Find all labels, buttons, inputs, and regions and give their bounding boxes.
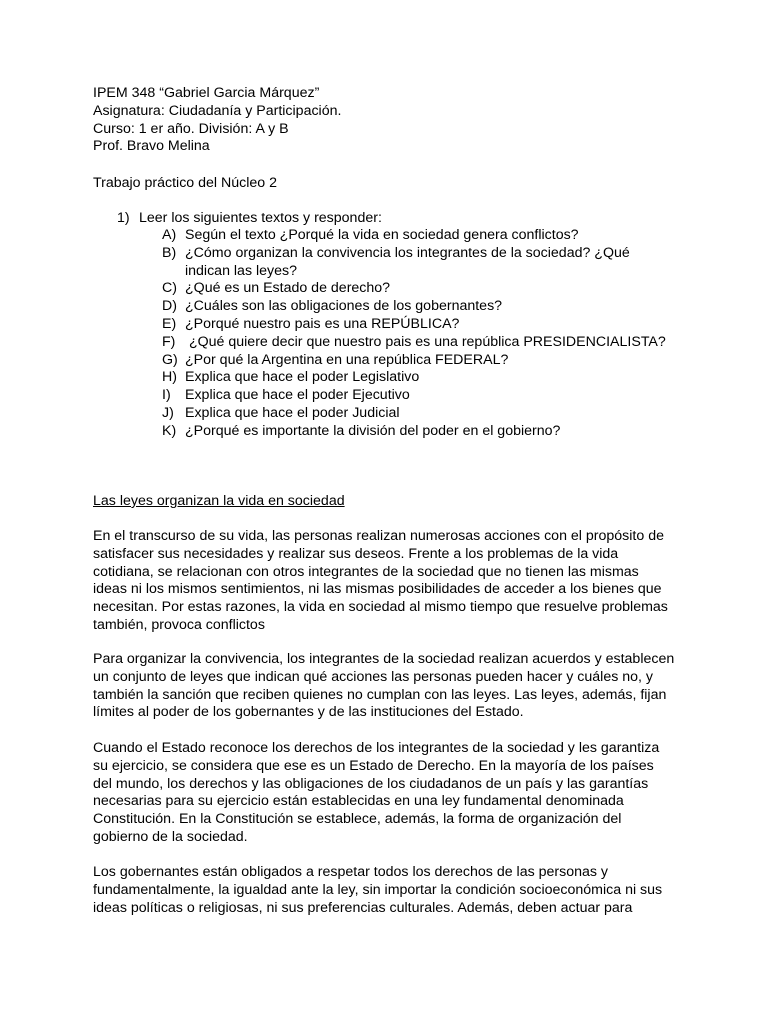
question-text: ¿Cuáles son las obligaciones de los gobernantes? xyxy=(185,298,503,315)
course-line: Curso: 1 er año. División: A y B xyxy=(93,120,289,137)
question-item xyxy=(162,316,682,334)
paragraph-line: del mundo, los derechos y las obligaciones de los ciudadanos de un país y las garantías xyxy=(93,775,649,792)
question-item xyxy=(162,423,682,441)
question-text: ¿Por qué la Argentina en una república FEDERAL? xyxy=(185,351,509,368)
question-letter: B) xyxy=(162,244,177,261)
assignment-title: Trabajo práctico del Núcleo 2 xyxy=(93,175,278,191)
question-item xyxy=(162,298,682,316)
school-name: IPEM 348 “Gabriel Garcia Márquez” xyxy=(93,85,320,101)
paragraph-line: su ejercicio, se considera que ese es un Estado de Derecho. En la mayoría de los países xyxy=(93,757,654,774)
paragraph-2 xyxy=(93,651,693,722)
paragraph-3 xyxy=(93,740,693,847)
question-item xyxy=(162,245,682,263)
question-letter: I) xyxy=(162,387,171,404)
question-text: Explica que hace el poder Ejecutivo xyxy=(185,387,410,404)
paragraph-line: cotidiana, se relacionan con otros integrantes de la sociedad que no tienen las mismas xyxy=(93,563,639,580)
paragraph-line: necesitan. Por estas razones, la vida en sociedad al mismo tiempo que resuelve problemas xyxy=(93,599,668,616)
question-letter: A) xyxy=(162,227,177,243)
paragraph-line: un conjunto de leyes que indican qué acciones las personas pueden hacer y cuáles no, y xyxy=(93,668,653,685)
paragraph-1 xyxy=(93,528,693,635)
paragraph-line: fundamentalmente, la igualdad ante la ley, sin importar la condición socioeconómica ni sus xyxy=(93,881,663,898)
assignment-title-block xyxy=(93,175,693,193)
teacher-line: Prof. Bravo Melina xyxy=(93,138,210,155)
paragraph-line: Los gobernantes están obligados a respetar todos los derechos de las personas y xyxy=(93,864,609,880)
question-letter: E) xyxy=(162,315,177,332)
document-header xyxy=(93,85,693,156)
paragraph-line: Cuando el Estado reconoce los derechos de los integrantes de la sociedad y les garantiza xyxy=(93,740,660,756)
question-text: ¿Porqué nuestro pais es una REPÚBLICA? xyxy=(185,315,460,332)
question-letter: C) xyxy=(162,280,177,297)
question-text: Explica que hace el poder Judicial xyxy=(185,404,400,421)
question-letter: D) xyxy=(162,298,177,315)
question-item-continuation xyxy=(162,263,682,281)
task-text: Leer los siguientes textos y responder: xyxy=(139,210,382,226)
question-letter: F) xyxy=(162,333,176,350)
paragraph-line: límites al poder de los gobernantes y de las instituciones del Estado. xyxy=(93,704,524,721)
paragraph-line: ideas ni los mismos sentimientos, ni las mismas posibilidades de acceder a los bienes que xyxy=(93,581,662,598)
task-item xyxy=(117,210,717,228)
task-number: 1) xyxy=(117,210,130,226)
paragraph-line: satisfacer sus necesidades y realizar sus deseos. Frente a los problemas de la vida xyxy=(93,545,619,562)
question-text: ¿Porqué es importante la división del poder en el gobierno? xyxy=(185,422,561,439)
question-text: ¿Cómo organizan la convivencia los integrantes de la sociedad? ¿Qué xyxy=(185,244,630,261)
question-item xyxy=(162,387,682,405)
paragraph-line: ideas políticas o religiosas, ni sus preferencias culturales. Además, deben actuar para xyxy=(93,899,633,916)
question-item xyxy=(162,405,682,423)
question-letter: G) xyxy=(162,351,178,368)
questions-list xyxy=(162,227,682,441)
paragraph-line: también, provoca conflictos xyxy=(93,616,265,633)
paragraph-line: también la sanción que reciben quienes no cumplan con las leyes. Las leyes, además, fijan xyxy=(93,686,667,703)
question-item xyxy=(162,369,682,387)
question-item xyxy=(162,352,682,370)
paragraph-line: Constitución. En la Constitución se establece, además, la forma de organización del xyxy=(93,811,622,828)
question-text: indican las leyes? xyxy=(185,262,297,279)
question-letter: J) xyxy=(162,404,174,421)
section-title-block xyxy=(93,493,693,511)
question-item xyxy=(162,227,682,245)
question-text: Según el texto ¿Porqué la vida en sociedad genera conflictos? xyxy=(185,227,579,243)
subject-line: Asignatura: Ciudadanía y Participación. xyxy=(93,102,342,119)
question-text: Explica que hace el poder Legislativo xyxy=(185,369,420,386)
section-title: Las leyes organizan la vida en sociedad xyxy=(93,493,345,509)
paragraph-line: En el transcurso de su vida, las personas realizan numerosas acciones con el propósito de xyxy=(93,528,664,544)
question-item xyxy=(162,280,682,298)
question-letter: H) xyxy=(162,369,177,386)
question-text: ¿Qué es un Estado de derecho? xyxy=(185,280,391,297)
paragraph-line: necesarias para su ejercicio están establecidas en una ley fundamental denominada xyxy=(93,793,624,810)
question-letter: K) xyxy=(162,422,177,439)
paragraph-4 xyxy=(93,864,693,917)
question-item xyxy=(162,334,682,352)
paragraph-line: gobierno de la sociedad. xyxy=(93,828,248,845)
paragraph-line: Para organizar la convivencia, los integrantes de la sociedad realizan acuerdos y establecen xyxy=(93,651,675,667)
question-text: ¿Qué quiere decir que nuestro pais es una república PRESIDENCIALISTA? xyxy=(185,333,666,350)
